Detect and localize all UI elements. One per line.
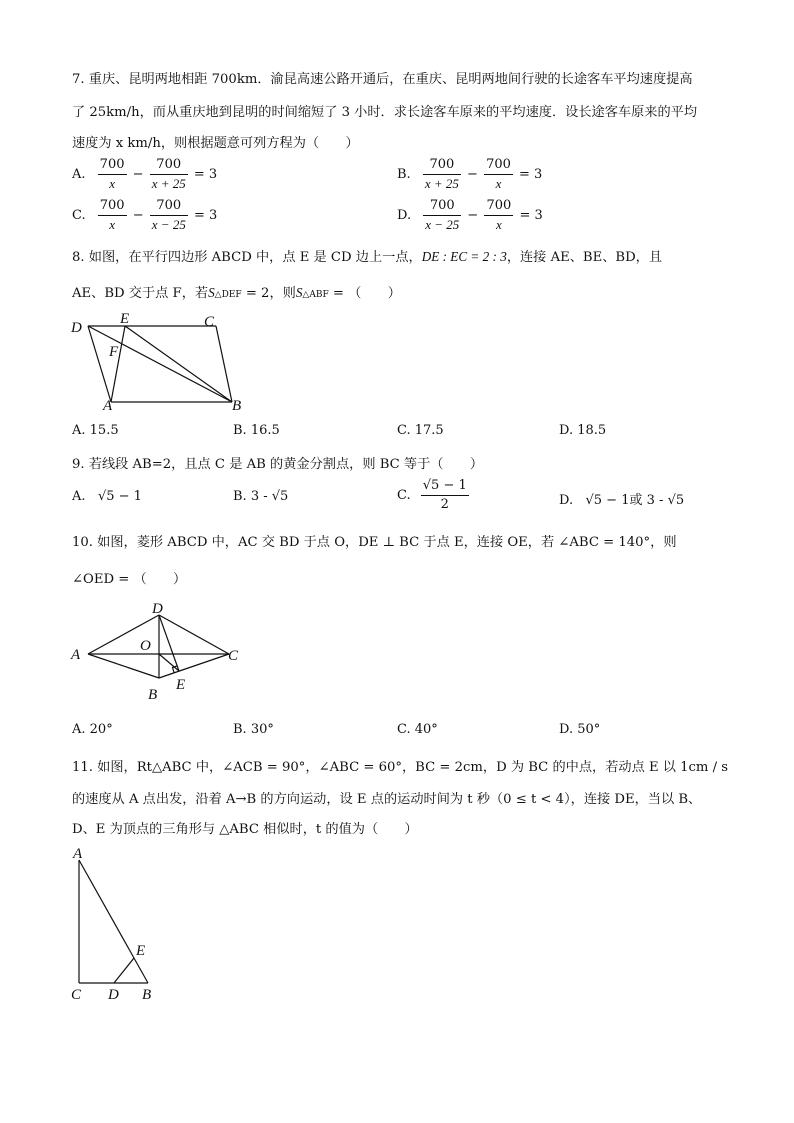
segment-db (88, 326, 232, 402)
segment-ad (88, 326, 111, 402)
q10-option-d: D. 50° (559, 722, 601, 737)
q9-option-c: C. $\frac{√5 - 1}{2}$ (397, 478, 467, 512)
label-a: A (71, 647, 81, 663)
segment-dc (159, 615, 229, 654)
q10-option-c: C. 40° (397, 722, 438, 737)
q9-option-a: A. √5 − 1 (72, 489, 142, 504)
q7-option-a: A. $\frac{700}{x}$ − $\frac{700}{x + 25}$ = 3 (72, 157, 218, 191)
q10-option-b: B. 30° (233, 722, 274, 737)
q7-option-c: C. $\frac{700}{x}$ − $\frac{700}{x - 25}$ = 3 (72, 198, 218, 232)
q9-option-d: D. √5 − 1或 3 - √5 (559, 493, 685, 508)
q8-option-c: C. 17.5 (397, 423, 444, 438)
q9-stem: 9. 若线段 AB=2，且点 C 是 AB 的黄金分割点，则 BC 等于（ ） (72, 457, 484, 472)
q11-stem-line2: 的速度从 A 点出发，沿着 A→B 的方向运动，设 E 点的运动时间为 t 秒（0 ≤ t < 4），连接 DE，当以 B、 (72, 792, 702, 807)
q8-stem-line1: 8. 如图，在平行四边形 ABCD 中，点 E 是 CD 边上一点，DE : EC = 2 : 3，连接 AE、BE、BD，且 (72, 249, 663, 265)
label-d: D (152, 601, 163, 617)
segment-ba (79, 860, 148, 983)
q8-option-d: D. 18.5 (559, 423, 607, 438)
segment-ba (88, 654, 159, 678)
q10-rhombus-figure (66, 598, 256, 708)
label-d: D (71, 320, 82, 336)
q7-option-d: D. $\frac{700}{x - 25}$ − $\frac{700}{x}$ = 3 (397, 198, 543, 232)
segment-cb (216, 326, 232, 402)
q10-stem-line2: ∠OED = （ ） (72, 572, 187, 587)
label-f: F (109, 344, 119, 360)
q11-stem-line3: D、E 为顶点的三角形与 △ABC 相似时，t 的值为（ ） (72, 822, 418, 837)
q9-option-b: B. 3 - √5 (233, 489, 289, 504)
q11-triangle-figure (66, 843, 166, 1005)
label-o: O (140, 638, 151, 654)
segment-eb (125, 326, 232, 402)
label-c: C (204, 314, 215, 330)
q7-stem-line2: 了 25km/h，而从重庆地到昆明的时间缩短了 3 小时．求长途客车原来的平均速度．设长途客车原来的平均 (72, 105, 698, 120)
label-e: E (120, 312, 130, 327)
q7-stem-line3: 速度为 x km/h，则根据题意可列方程为（ ） (72, 136, 359, 151)
q8-parallelogram-figure (66, 312, 256, 414)
label-a: A (103, 398, 113, 414)
label-a: A (73, 846, 83, 862)
label-b: B (142, 987, 152, 1003)
q7-option-b: B. $\frac{700}{x + 25}$ − $\frac{700}{x}$ = 3 (397, 157, 543, 191)
label-b: B (148, 687, 158, 703)
segment-ae (111, 326, 125, 402)
label-b: B (232, 398, 242, 414)
label-e: E (136, 943, 146, 959)
q8-stem-line2: AE、BD 交于点 F，若S△DEF = 2，则S△ABF = （ ） (72, 285, 401, 301)
label-e: E (176, 677, 186, 693)
segment-cb (159, 654, 229, 678)
q8-option-b: B. 16.5 (233, 423, 280, 438)
q10-option-a: A. 20° (72, 722, 113, 737)
label-c: C (228, 648, 239, 664)
label-c: C (71, 987, 82, 1003)
q11-stem-line1: 11. 如图，Rt△ABC 中，∠ACB = 90°，∠ABC = 60°，BC = 2cm，D 为 BC 的中点，若动点 E 以 1cm / s (72, 760, 729, 775)
label-d: D (108, 987, 119, 1003)
q10-stem-line1: 10. 如图，菱形 ABCD 中，AC 交 BD 于点 O，DE ⊥ BC 于点 E，连接 OE，若 ∠ABC = 140°，则 (72, 535, 677, 550)
q8-option-a: A. 15.5 (72, 423, 119, 438)
q7-stem-line1: 7. 重庆、昆明两地相距 700km．渝昆高速公路开通后，在重庆、昆明两地间行驶的长途客车平均速度提高 (72, 72, 693, 87)
segment-de (114, 958, 134, 983)
